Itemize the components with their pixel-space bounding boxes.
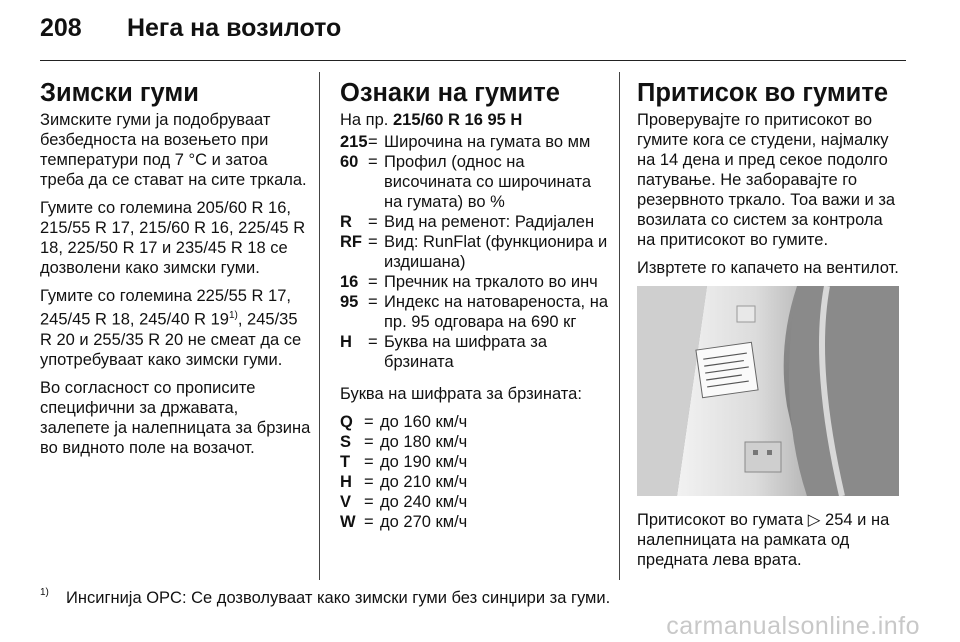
footnote-text: Инсигнија OPC: Се дозволуваат како зимски гуми без синџири за гуми.: [66, 589, 611, 607]
paragraph: Проверувајте го притисокот во гумите кога се студени, најмалку на 14 дена и пред секое подолго патување. Не заборавајте го резервното тркало. Тоа важи и за возилата со систем за контрола на притисокот во гумите.: [637, 111, 896, 249]
definition-row: 215 = Широчина на гумата во мм: [340, 133, 591, 151]
reference-arrow-icon: ▷: [807, 511, 821, 529]
footnote-ref[interactable]: 1): [228, 310, 238, 321]
speed-row: Q = до 160 км/ч: [340, 413, 468, 431]
footnote-marker: 1): [40, 587, 49, 598]
page-reference[interactable]: 254: [825, 511, 853, 529]
definition-row: H = Буква на шифрата за брзината: [340, 333, 548, 371]
column-divider: [319, 72, 320, 580]
speed-row: T = до 190 км/ч: [340, 453, 468, 471]
page-number: 208: [40, 14, 82, 42]
tire-markings-column: [340, 78, 612, 540]
paragraph: Во согласност со прописите специфични за државата, залепете ја налепницата за брзина во видното поле на возачот.: [40, 378, 311, 457]
paragraph: Гумите со големина 205/60 R 16, 215/55 R 17, 215/60 R 16, 225/45 R 18, 225/50 R 17 и 235/45 R 18 се дозволени како зимски гуми.: [40, 199, 306, 277]
speed-row: W = до 270 км/ч: [340, 513, 468, 531]
section-title: Нега на возилото: [126, 14, 342, 42]
header-rule: [40, 60, 906, 61]
winter-tires-heading: Зимски гуми: [40, 79, 199, 107]
speed-row: V = до 240 км/ч: [340, 493, 468, 511]
paragraph: Гумите со големина 225/55 R 17, 245/45 R 18, 245/40 R 19$^{1)}$, 245/35 R 20 и 255/35 R 20 не смеат да се употребуваат како зимски гуми.: [40, 287, 302, 369]
watermark: carmanualsonline.info: [666, 612, 920, 640]
marking-definitions: [340, 132, 612, 372]
winter-tires-column: [40, 78, 312, 466]
footnote: [40, 587, 610, 608]
paragraph: Зимските гуми ја подобруваат безбедноста на возењето при температури под 7 °C и затоа треба да се стават на сите тркала.: [40, 111, 307, 189]
speed-intro: Буква на шифрата за брзината:: [340, 385, 582, 403]
photo-caption: Притисокот во гумата ▷ 254 и на налепницата на рамката од предната лева врата.: [637, 511, 890, 569]
definition-row: 95 = Индекс на натовареноста, на пр. 95 одговара на 690 кг: [340, 293, 609, 331]
tire-markings-heading: Ознаки на гумите: [340, 79, 560, 107]
column-divider: [619, 72, 620, 580]
page-header: [40, 14, 341, 43]
speed-row: H = до 210 км/ч: [340, 473, 468, 491]
example-line: На пр. 215/60 R 16 95 H: [340, 111, 523, 129]
tire-pressure-heading: Притисок во гумите: [637, 79, 889, 107]
definition-row: R = Вид на ременот: Радијален: [340, 213, 595, 231]
paragraph: Извртете го капачето на вентилот.: [637, 259, 899, 277]
definition-row: 60 = Профил (однос на височината со широчината на гумата) во %: [340, 153, 592, 211]
speed-codes: [340, 412, 467, 532]
speed-row: S = до 180 км/ч: [340, 433, 468, 451]
definition-row: RF = Вид: RunFlat (функционира и издишана): [340, 233, 608, 271]
tire-pressure-column: [637, 78, 905, 578]
door-frame-label-photo: [637, 286, 899, 496]
definition-row: 16 = Пречник на тркалото во инч: [340, 273, 598, 291]
